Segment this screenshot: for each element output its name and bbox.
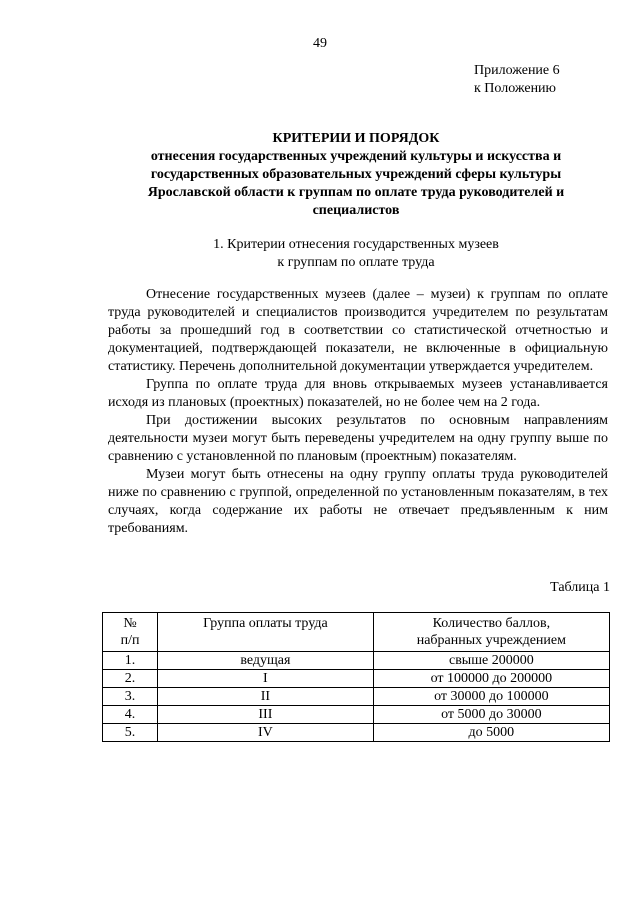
paragraph: Музеи могут быть отнесены на одну группу оплаты труда руководителей ниже по сравнению с группой, определенной по установленным показателям, в тех случаях, когда содержание их работы не отвечает предъявленным к ним требованиям. (108, 467, 608, 536)
document-title: КРИТЕРИИ И ПОРЯДОК (272, 131, 440, 146)
table-caption: Таблица 1 (550, 580, 610, 595)
document-subtitle: отнесения государственных учреждений культуры и искусства и государственных образовательных учреждений сферы культуры Ярославской области к группам по оплате труда руководителей и специалистов (147, 149, 565, 218)
document-heading (108, 130, 604, 220)
cell-number: 5. (103, 724, 158, 742)
header-points (373, 613, 609, 652)
cell-points: от 100000 до 200000 (373, 670, 609, 688)
section-heading-line-2: к группам по оплате труда (277, 255, 435, 270)
cell-number: 1. (103, 652, 158, 670)
page-number: 49 (313, 36, 327, 51)
section-heading (108, 236, 604, 272)
pay-groups-table (102, 612, 610, 742)
header-points-line-1: Количество баллов, (432, 616, 551, 631)
table-row (103, 688, 610, 706)
cell-points: свыше 200000 (373, 652, 609, 670)
cell-group: II (158, 688, 374, 706)
header-number-line-1: № (123, 616, 137, 631)
table-header-row (103, 613, 610, 652)
cell-group: IV (158, 724, 374, 742)
body-text (108, 286, 608, 538)
section-heading-line-1: 1. Критерии отнесения государственных музеев (213, 237, 499, 252)
appendix-note (474, 62, 560, 98)
header-number-line-2: п/п (120, 633, 140, 648)
paragraph: При достижении высоких результатов по основным направлениям деятельности музеи могут быть переведены учредителем на одну группу выше по сравнению с установленной по плановым (проектным) показателям. (108, 413, 608, 464)
cell-number: 3. (103, 688, 158, 706)
cell-group: I (158, 670, 374, 688)
table-row (103, 724, 610, 742)
cell-number: 2. (103, 670, 158, 688)
cell-number: 4. (103, 706, 158, 724)
header-points-line-2: набранных учреждением (416, 633, 566, 648)
cell-points: от 30000 до 100000 (373, 688, 609, 706)
cell-points: до 5000 (373, 724, 609, 742)
paragraph: Отнесение государственных музеев (далее – музеи) к группам по оплате труда руководителей и специалистов производится учредителем по результатам работы за прошедший год в соответствии со статистической отчетностью и документацией, подтверждающей показатели, не включенные в официальную статистику. Перечень дополнительной документации утверждается учредителем. (108, 287, 608, 374)
table-row (103, 652, 610, 670)
table-row (103, 670, 610, 688)
header-group: Группа оплаты труда (158, 613, 374, 652)
table-row (103, 706, 610, 724)
cell-group: ведущая (158, 652, 374, 670)
cell-group: III (158, 706, 374, 724)
paragraph: Группа по оплате труда для вновь открываемых музеев устанавливается исходя из плановых (проектных) показателей, но не более чем на 2 года. (108, 377, 608, 410)
header-number (103, 613, 158, 652)
appendix-line-2: к Положению (474, 81, 557, 96)
cell-points: от 5000 до 30000 (373, 706, 609, 724)
appendix-line-1: Приложение 6 (474, 63, 560, 78)
